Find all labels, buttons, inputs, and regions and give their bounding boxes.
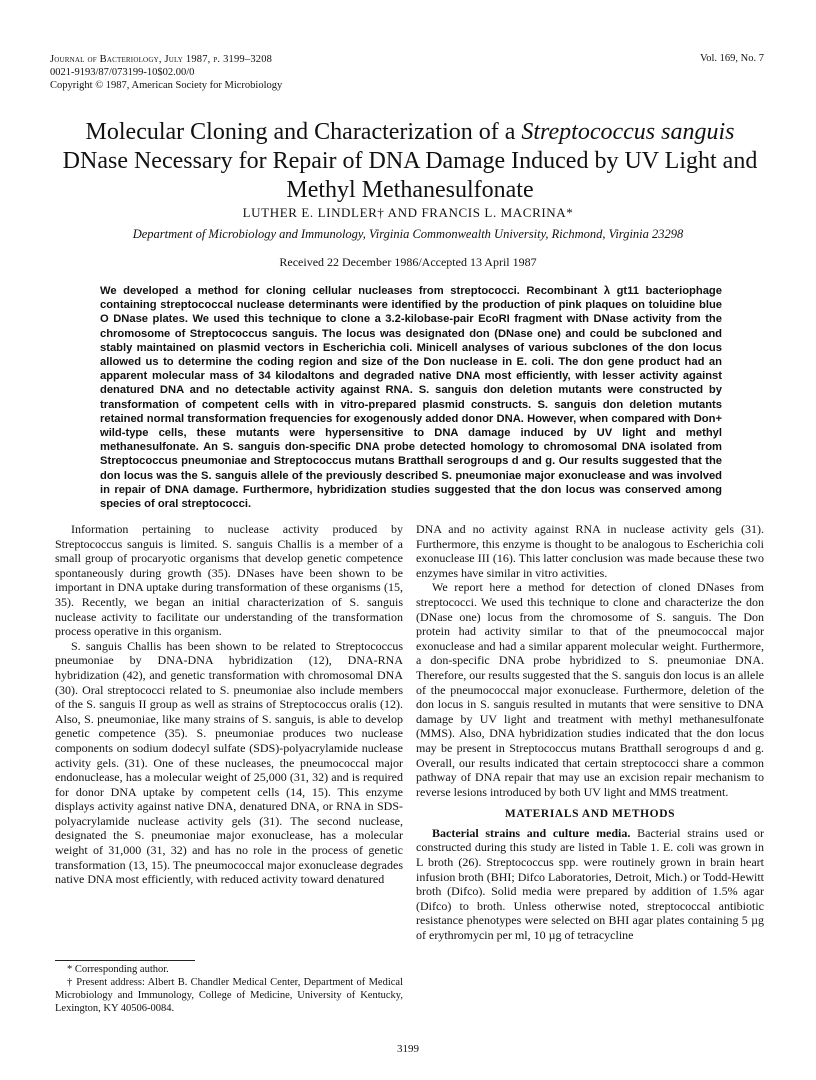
volume-number: Vol. 169, No. 7 [700, 53, 764, 64]
journal-code: 0021-9193/87/073199-10$02.00/0 [50, 67, 195, 78]
right-column [416, 522, 764, 943]
copyright-line: Copyright © 1987, American Society for Microbiology [50, 80, 283, 91]
intro-paragraph-4: We report here a method for detection of cloned DNases from streptococci. We used this technique to clone and characterize the don (DNase one) locus from the chromosome of S. sanguis. The Don protein had activity similar to that of the pneumococcal major exonuclease and had a similar apparent molecular weight. Furthermore, a don-specific DNA probe hybridized to S. pneumoniae DNA. Therefore, our results suggested that the S. sanguis don locus is an allele of the pneumococcal major exonuclease. Furthermore, deletion of the don locus in S. sanguis resulted in mutants that were sensitive to DNA damage by UV light and treatment with methyl methanesulfonate (MMS). Also, DNA hybridization studies indicated that the don locus may be present in Streptococcus mutans Bratthall serogroups d and g. Overall, our results indicated that certain streptococci share a common pathway of DNA repair that may use an excision repair mechanism to reverse lesions introduced by both UV light and MMS treatment. [416, 580, 764, 799]
left-column [55, 522, 403, 887]
runin-heading: Bacterial strains and culture media. [432, 825, 631, 840]
intro-paragraph-2: S. sanguis Challis has been shown to be related to Streptococcus pneumoniae by DNA-DNA hybridization (12), DNA-RNA hybridization (42), and genetic transformation with chromosomal DNA (30). Oral streptococci related to S. pneumoniae also include members of the S. sanguis II group as well as strains of Streptococcus oralis (12). Also, S. pneumoniae, like many strains of S. sanguis, is able to develop genetic competence (35). S. pneumoniae produces two nuclease components on sodium dodecyl sulfate (SDS)-polyacrylamide nuclease activity gels. (31). One of these nucleases, the pneumococcal major endonuclease, has a molecular weight of 25,000 (31, 32) and is required for donor DNA uptake by competent cells (14, 15). This enzyme displays activity against native DNA, denatured DNA, or RNA in SDS-polyacrylamide nuclease activity gels (31). The second nuclease, designated the S. pneumoniae major exonuclease, has a molecular weight of 31,000 (31, 32) and has no role in the process of genetic transformation (13, 15). The pneumococcal major exonuclease degrades native DNA most efficiently, with reduced activity toward denatured [55, 638, 403, 887]
methods-paragraph-1 [416, 826, 764, 943]
section-heading: MATERIALS AND METHODS [504, 808, 676, 821]
title-part-1: Molecular Cloning and Characterization of a [85, 119, 522, 145]
footnotes [55, 963, 403, 1015]
intro-paragraph-1: Information pertaining to nuclease activity produced by Streptococcus sanguis is limited. S. sanguis Challis is a member of a small group of procaryotic organisms that develop genetic competence spontaneously during growth (35). DNases have been shown to be important in DNA uptake during transformation of these organisms (15, 35). Recently, we began an initial characterization of S. sanguis nuclease activity to facilitate our understanding of the transformation process operative in this organism. [55, 522, 403, 639]
methods-text: Bacterial strains used or constructed during this study are listed in Table 1. E. coli was grown in L broth (26). Streptococcus spp. were routinely grown in brain heart infusion broth (BHI; Difco Laboratories, Detroit, Mich.) or Todd-Hewitt broth (Difco). Solid media were prepared by addition of 1.5% agar (Difco) to broth. Unless otherwise noted, streptococcal antibiotic resistance phenotypes were selected on BHI agar plates containing 5 µg of erythromycin per ml, 10 µg of tetracycline [416, 825, 764, 943]
affiliation: Department of Microbiology and Immunology, Virginia Commonwealth University, Richmond, Virginia 23298 [132, 227, 684, 241]
received-dates: Received 22 December 1986/Accepted 13 April 1987 [279, 255, 537, 269]
intro-paragraph-3: DNA and no activity against RNA in nuclease activity gels (31). Furthermore, this enzyme is thought to be analogous to Escherichia coli exonuclease III (16). This latter conclusion was made because these two enzymes have similar in vitro activities. [416, 522, 764, 580]
footnote-corresponding: * Corresponding author. [67, 964, 169, 975]
title-part-2: DNase Necessary for Repair of DNA Damage Induced by UV Light and Methyl Methanesulfonate [62, 148, 758, 203]
abstract: We developed a method for cloning cellular nucleases from streptococci. Recombinant λ gt11 bacteriophage containing streptococcal nuclease determinants were identified by the production of pink plaques on toluidine blue O DNase plates. We used this technique to clone a 3.2-kilobase-pair EcoRI fragment with DNase activity from the chromosome of Streptococcus sanguis. The locus was designated don (DNase one) and could be subcloned and stably maintained on plasmid vectors in Escherichia coli. Minicell analyses of various subclones of the don locus allowed us to determine the coding region and size of the Don nuclease in E. coli. The don gene product had an apparent molecular mass of 34 kilodaltons and degraded native DNA most efficiently, with lesser activity against denatured DNA and no detectable activity against RNA. S. sanguis don deletion mutants were constructed by transformation of competent cells with in vitro-prepared plasmid constructs. S. sanguis don deletion mutants retained normal transformation frequencies for exogenously added donor DNA. However, when compared with Don+ wild-type cells, these mutants were hypersensitive to DNA damage induced by UV light and methyl methanesulfonate. An S. sanguis don-specific DNA probe detected homology to chromosomal DNA isolated from Streptococcus pneumoniae and Streptococcus mutans Bratthall serogroups d and g. Our results suggested that the don locus was the S. sanguis allele of the previously described S. pneumoniae major exonuclease and was involved in repair of DNA damage. Furthermore, hybridization studies suggested that the don locus was conserved among species of oral streptococci. [100, 285, 722, 511]
author-list: LUTHER E. LINDLER† AND FRANCIS L. MACRINA* [242, 205, 574, 220]
journal-citation: Journal of Bacteriology, July 1987, p. 3199–3208 [50, 54, 273, 65]
journal-header [50, 53, 282, 92]
footnote-divider [55, 960, 195, 961]
title-species: Streptococcus sanguis [521, 119, 735, 145]
article-title [60, 118, 760, 205]
footnote-present-address: † Present address: Albert B. Chandler Medical Center, Department of Medical Microbiology and Immunology, College of Medicine, University of Kentucky, Lexington, KY 40506-0084. [55, 977, 403, 1014]
page-number: 3199 [397, 1043, 419, 1055]
